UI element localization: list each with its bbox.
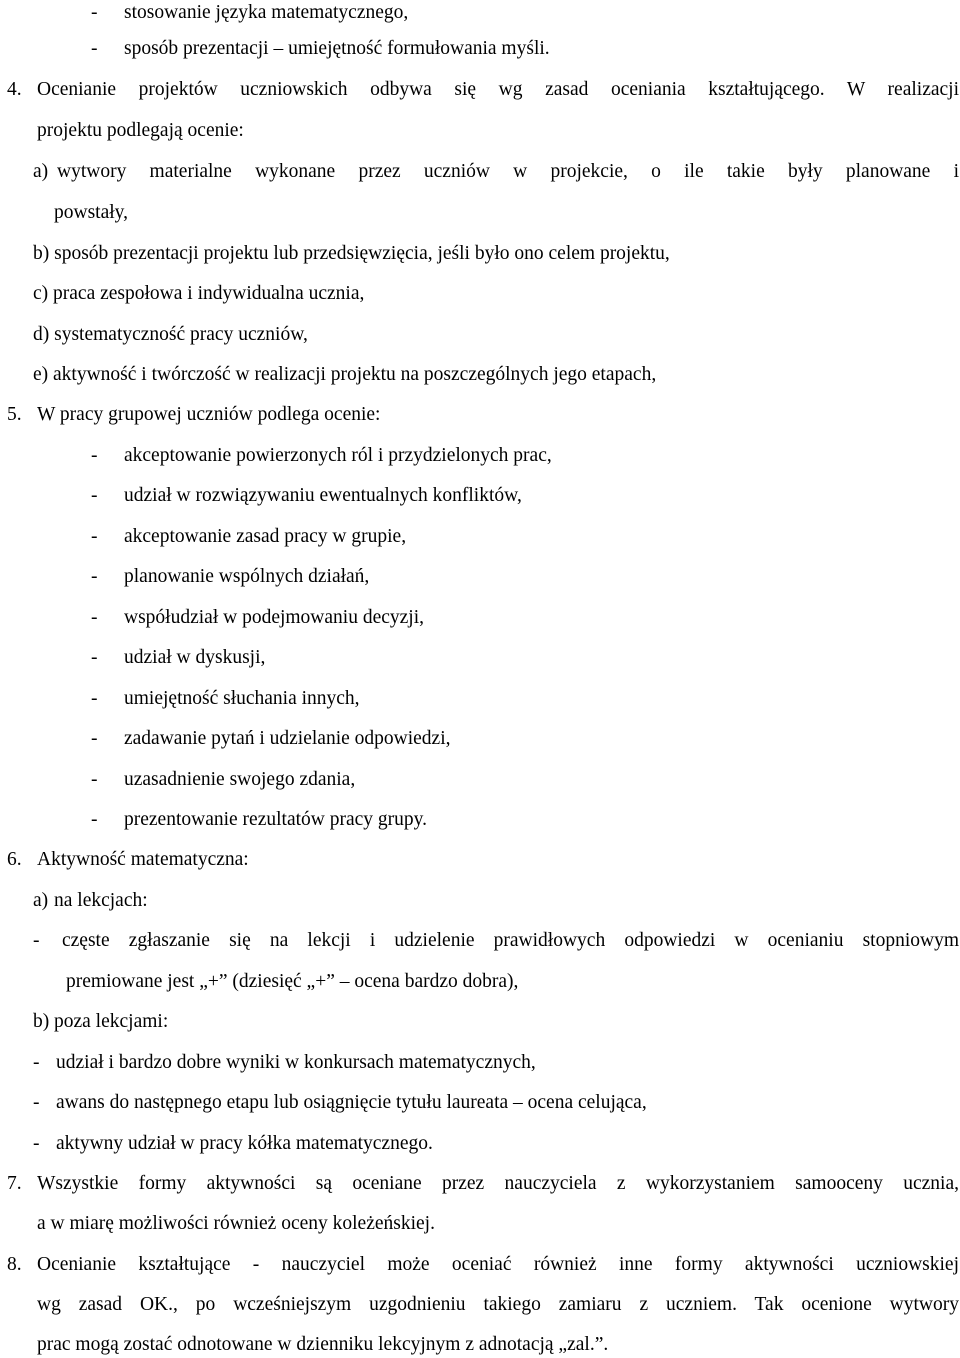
list-item: prezentowanie rezultatów pracy grupy. [124,809,428,830]
list-item: planowanie wspólnych działań, [124,566,370,587]
list-dash: - [33,1133,40,1154]
sub-item-letter: a) [33,161,49,182]
list-item: udział i bardzo dobre wyniki w konkursach matematycznych, [56,1052,536,1073]
list-item: akceptowanie powierzonych ról i przydzielonych prac, [124,445,552,466]
list-dash: - [91,688,98,709]
list-dash: - [33,1092,40,1113]
list-dash: - [91,485,98,506]
paragraph-line: a w miarę możliwości również oceny koleżeńskiej. [37,1213,435,1234]
sub-item-text: c) praca zespołowa i indywidualna ucznia, [33,283,365,304]
list-item: awans do następnego etapu lub osiągnięcie tytułu laureata – ocena celująca, [56,1092,647,1113]
list-dash: - [91,769,98,790]
item-number: 7. [7,1173,22,1194]
sub-item-text: e) aktywność i twórczość w realizacji projektu na poszczególnych jego etapach, [33,364,657,385]
paragraph-line: wg zasad OK., po wcześniejszym uzgodnieniu takiego zamiaru z uczniem. Tak ocenione wytwory [37,1294,959,1315]
item-number: 4. [7,79,22,100]
list-item: udział w rozwiązywaniu ewentualnych konfliktów, [124,485,522,506]
paragraph-line: Ocenianie projektów uczniowskich odbywa się wg zasad oceniania kształtującego. W realizacji [37,79,959,100]
list-dash: - [91,728,98,749]
sub-item-text: b) sposób prezentacji projektu lub przedsięwzięcia, jeśli było ono celem projektu, [33,243,670,264]
paragraph-line: prac mogą zostać odnotowane w dzienniku lekcyjnym z adnotacją „zal.”. [37,1334,609,1355]
list-item: zadawanie pytań i udzielanie odpowiedzi, [124,728,451,749]
item-number: 6. [7,849,22,870]
list-item: premiowane jest „+” (dziesięć „+” – ocena bardzo dobra), [66,971,519,992]
list-dash: - [33,930,40,951]
sub-item-text: poza lekcjami: [54,1011,169,1032]
sub-item-text: d) systematyczność pracy uczniów, [33,324,308,345]
list-item: uzasadnienie swojego zdania, [124,769,356,790]
paragraph-line: Ocenianie kształtujące - nauczyciel może oceniać również inne formy aktywności uczniowskiej [37,1254,959,1275]
list-dash: - [91,809,98,830]
sub-item-text: na lekcjach: [54,890,148,911]
list-dash: - [33,1052,40,1073]
list-item: udział w dyskusji, [124,647,266,668]
list-dash: - [91,607,98,628]
list-dash: - [91,38,98,59]
list-item: współudział w podejmowaniu decyzji, [124,607,425,628]
list-item: akceptowanie zasad pracy w grupie, [124,526,407,547]
list-item: sposób prezentacji – umiejętność formułowania myśli. [124,38,550,59]
paragraph-line: Aktywność matematyczna: [37,849,249,870]
list-item: aktywny udział w pracy kółka matematycznego. [56,1133,433,1154]
paragraph-line: W pracy grupowej uczniów podlega ocenie: [37,404,381,425]
list-item: umiejętność słuchania innych, [124,688,360,709]
sub-item-text: powstały, [54,202,129,223]
list-dash: - [91,566,98,587]
item-number: 8. [7,1254,22,1275]
list-dash: - [91,2,98,23]
sub-item-letter: a) [33,890,49,911]
sub-item-letter: b) [33,1011,50,1032]
list-item: stosowanie języka matematycznego, [124,2,409,23]
paragraph-line: projektu podlegają ocenie: [37,120,244,141]
item-number: 5. [7,404,22,425]
list-item: częste zgłaszanie się na lekcji i udzielenie prawidłowych odpowiedzi w ocenianiu stopniowym [62,930,959,951]
sub-item-text: wytwory materialne wykonane przez uczniów w projekcie, o ile takie były planowane i [57,161,959,182]
list-dash: - [91,647,98,668]
paragraph-line: Wszystkie formy aktywności są oceniane przez nauczyciela z wykorzystaniem samooceny ucznia, [37,1173,959,1194]
list-dash: - [91,445,98,466]
list-dash: - [91,526,98,547]
